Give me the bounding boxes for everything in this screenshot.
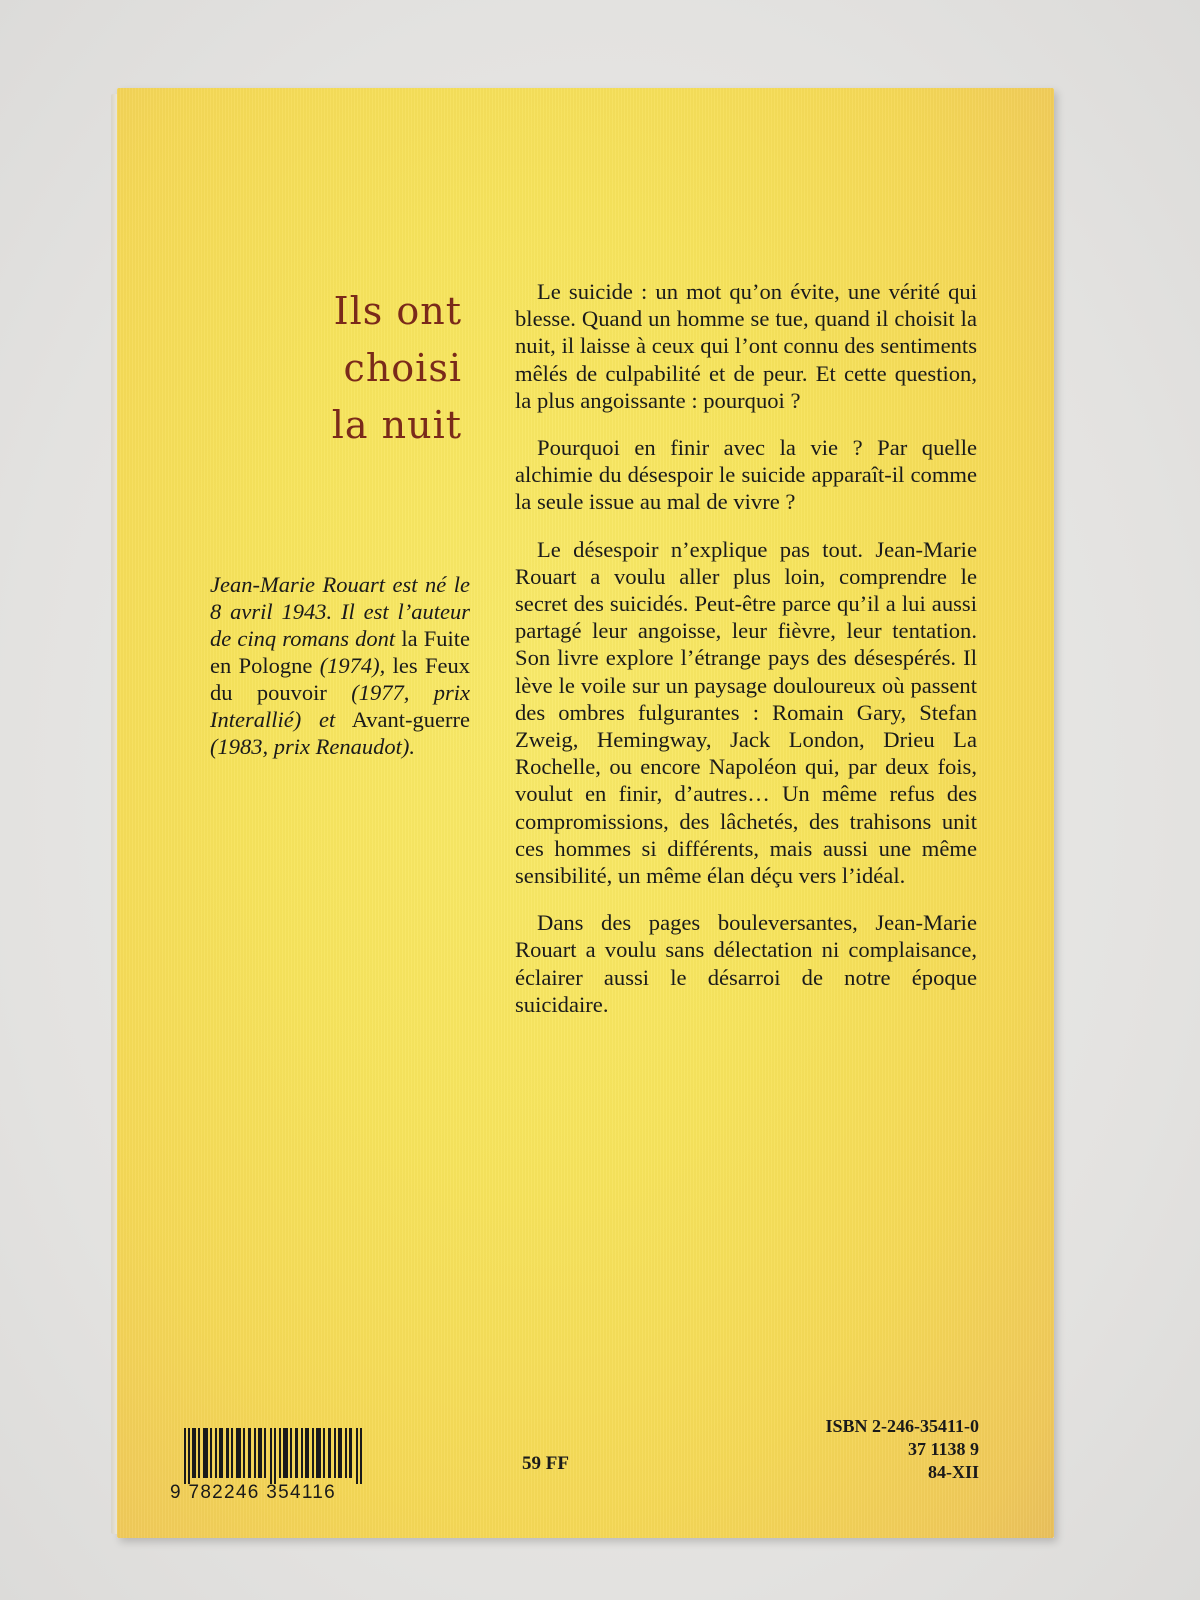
bio-title-1: la Fuite en Pologne	[210, 626, 470, 678]
book-title	[242, 283, 462, 454]
isbn-block	[757, 1415, 979, 1484]
bio-italic-2: (1974),	[319, 653, 386, 678]
barcode-bars	[170, 1428, 382, 1484]
bio-title-2: les Feux du pouvoir	[210, 653, 470, 705]
price: 59 FF	[522, 1453, 569, 1474]
blurb-paragraph-1: Le suicide : un mot qu’on évite, une vérité qui blesse. Quand un homme se tue, quand il choisit la nuit, il laisse à ceux qui l’ont connu des sentiments mêlés de culpabilité et de peur. Et cette question, la plus angoissante : pourquoi ?	[515, 279, 977, 413]
book-back-cover	[117, 88, 1054, 1538]
catalog-code: 37 1138 9	[907, 1439, 979, 1459]
print-code: 84-XII	[927, 1462, 979, 1482]
barcode	[170, 1428, 382, 1501]
title-line-1: Ils ont	[333, 289, 462, 333]
bio-italic-1: Jean-Marie Rouart est né le 8 avril 1943. Il est l’auteur de cinq romans dont	[210, 572, 470, 651]
bio-italic-4: (1983, prix Renaudot).	[210, 734, 415, 759]
isbn: ISBN 2-246-35411-0	[825, 1416, 979, 1436]
barcode-digits: 9 782246 354116	[170, 1482, 337, 1503]
blurb-text	[515, 278, 977, 1038]
title-line-3: la nuit	[331, 403, 462, 447]
blurb-paragraph-4: Dans des pages bouleversantes, Jean-Marie Rouart a voulu sans délectation ni complaisance, éclairer aussi le désarroi de notre époque suicidaire.	[515, 910, 977, 1017]
bio-italic-3: (1977, prix Interallié) et	[210, 680, 470, 732]
title-line-2: choisi	[343, 346, 462, 390]
blurb-paragraph-2: Pourquoi en finir avec la vie ? Par quelle alchimie du désespoir le suicide apparaît-il comme la seule issue au mal de vivre ?	[515, 435, 977, 515]
bio-title-3: Avant-guerre	[335, 707, 470, 732]
blurb-paragraph-3: Le désespoir n’explique pas tout. Jean-Marie Rouart a voulu aller plus loin, comprendre le secret des suicidés. Peut-être parce qu’il a lui aussi partagé leur angoisse, leur fièvre, leur tentation. Son livre explore l’étrange pays des désespérés. Il lève le voile sur un paysage douloureux où passent des ombres fulgurantes : Romain Gary, Stefan Zweig, Hemingway, Jack London, Drieu La Rochelle, ou encore Napoléon qui, par deux fois, voulut en finir, d’autres… Un même refus des compromissions, des lâchetés, des trahisons unit ces hommes si différents, mais aussi une même sensibilité, un même élan déçu vers l’idéal.	[515, 536, 977, 889]
author-bio	[210, 571, 470, 760]
cover-surface	[117, 88, 1054, 1538]
